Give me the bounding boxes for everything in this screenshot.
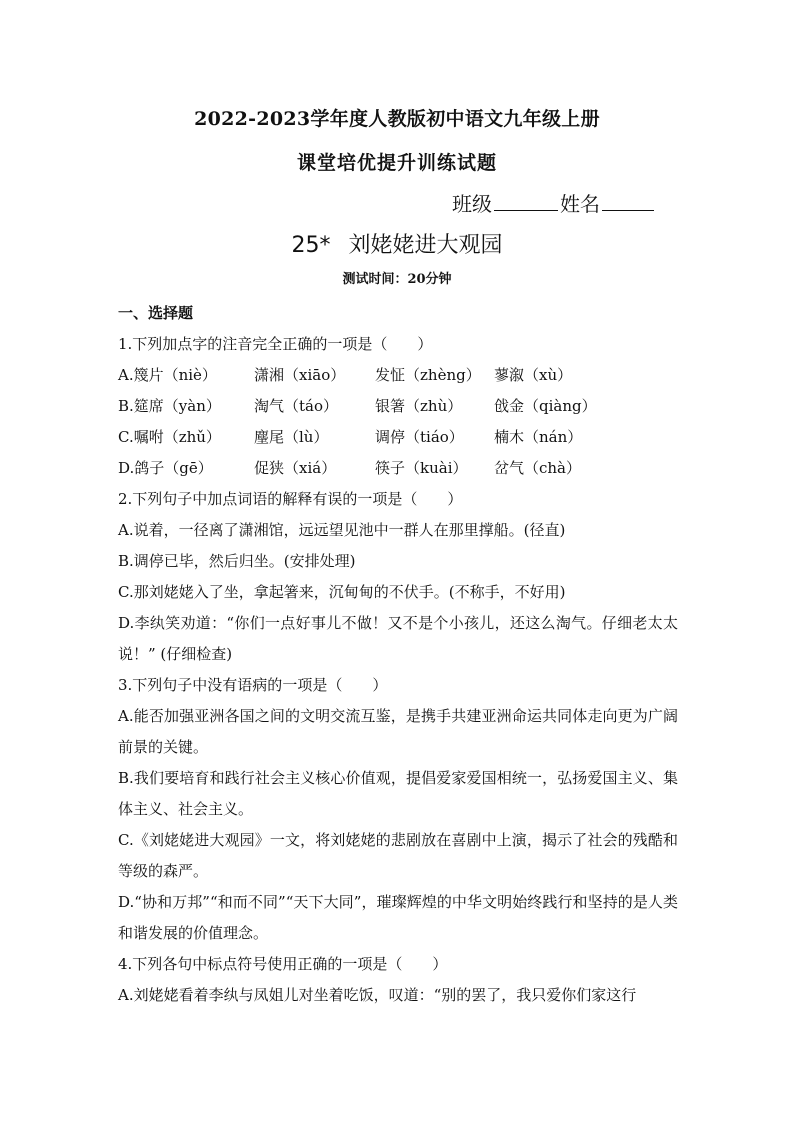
option-item: 麈尾（lù）	[254, 428, 329, 446]
option-item: 蓼溆（xù）	[494, 366, 573, 384]
question-4-stem: 4.下列各句中标点符号使用正确的一项是（ ）	[118, 955, 448, 973]
option-item: 促狭（xiá）	[254, 459, 337, 477]
question-2-option-b[interactable]: B.调停已毕，然后归坐。(安排处理)	[118, 552, 356, 570]
question-2-option-c[interactable]: C.那刘姥姥入了坐，拿起箸来，沉甸甸的不伏手。(不称手，不好用)	[118, 583, 566, 601]
option-item: 银箸（zhù）	[375, 397, 463, 415]
questions	[118, 298, 678, 1011]
question-3-option-a[interactable]: A.能否加强亚洲各国之间的文明交流互鉴，是携手共建亚洲命运共同体走向更为广阔前景的关键。	[118, 707, 678, 756]
class-name-line	[452, 188, 654, 217]
class-blank[interactable]	[494, 190, 558, 211]
question-2-option-d[interactable]: D.李纨笑劝道：“你们一点好事儿不做！又不是个小孩儿，还这么淘气。仔细老太太说！” (仔细检查)	[118, 614, 678, 663]
option-item: 调停（tiáo）	[375, 428, 464, 446]
option-item: 淘气（táo）	[254, 397, 339, 415]
exam-subtitle: 课堂培优提升训练试题	[296, 152, 497, 174]
question-1-option-c[interactable]	[118, 422, 678, 453]
option-item: B.筵席（yàn）	[118, 397, 221, 415]
question-2-stem: 2.下列句子中加点词语的解释有误的一项是（ ）	[118, 490, 463, 508]
exam-title: 2022-2023学年度人教版初中语文九年级上册	[194, 108, 600, 130]
option-item: C.嘱咐（zhǔ）	[118, 428, 221, 446]
question-3-stem: 3.下列句子中没有语病的一项是（ ）	[118, 676, 388, 694]
test-time: 测试时间：20分钟	[342, 272, 452, 287]
name-blank[interactable]	[602, 190, 654, 211]
question-3-option-d[interactable]: D.“协和万邦”“和而不同”“天下大同”，璀璨辉煌的中华文明始终践行和坚持的是人类和谐发展的价值理念。	[118, 893, 678, 942]
option-item: D.鸽子（gē）	[118, 459, 213, 477]
lesson-title: 刘姥姥进大观园	[348, 233, 503, 258]
option-item: 潇湘（xiāo）	[254, 366, 346, 384]
question-1-option-a[interactable]	[118, 360, 678, 391]
question-4-option-a[interactable]: A.刘姥姥看着李纨与凤姐儿对坐着吃饭，叹道：“别的罢了，我只爱你们家这行	[118, 986, 637, 1004]
question-1-stem: 1.下列加点字的注音完全正确的一项是（ ）	[118, 335, 433, 353]
class-label: 班级	[452, 192, 492, 216]
section-title: 一、选择题	[118, 304, 194, 322]
question-1-option-b[interactable]	[118, 391, 678, 422]
option-item: A.篾片（niè）	[118, 366, 217, 384]
question-2-option-a[interactable]: A.说着，一径离了潇湘馆，远远望见池中一群人在那里撑船。(径直)	[118, 521, 566, 539]
lesson-heading	[0, 228, 794, 259]
option-item: 楠木（nán）	[494, 428, 583, 446]
question-3-option-b[interactable]: B.我们要培育和践行社会主义核心价值观，提倡爱家爱国相统一，弘扬爱国主义、集体主义、社会主义。	[118, 769, 678, 818]
option-item: 发怔（zhèng）	[375, 366, 481, 384]
option-item: 戗金（qiàng）	[494, 397, 597, 415]
lesson-number: 25*	[291, 233, 331, 258]
question-1-option-d[interactable]	[118, 453, 678, 484]
option-item: 筷子（kuài）	[375, 459, 468, 477]
question-3-option-c[interactable]: C.《刘姥姥进大观园》一文，将刘姥姥的悲剧放在喜剧中上演，揭示了社会的残酷和等级的森严。	[118, 831, 678, 880]
name-label: 姓名	[560, 192, 600, 216]
option-item: 岔气（chà）	[494, 459, 582, 477]
